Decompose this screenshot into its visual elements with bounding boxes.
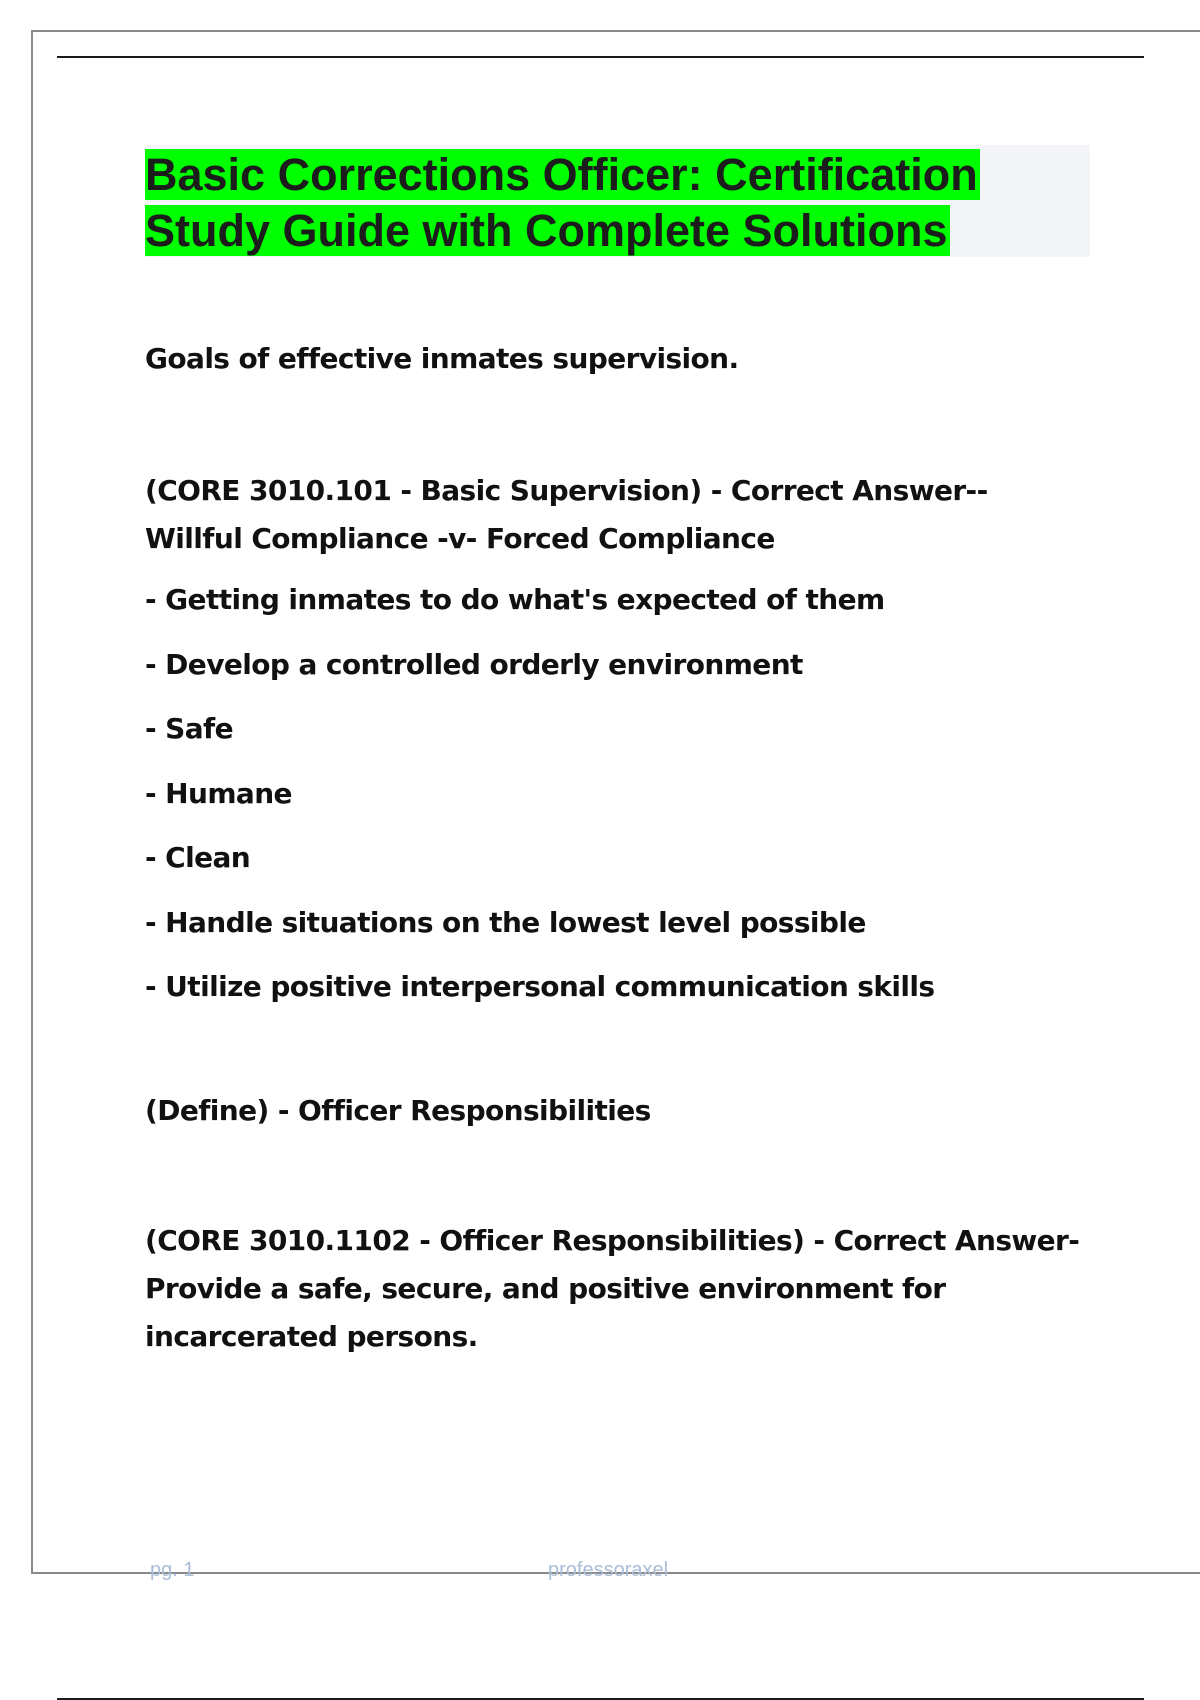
list-item: - Getting inmates to do what's expected of them [145,583,885,616]
list-item: - Utilize positive interpersonal communication skills [145,970,935,1003]
title-line-2: Study Guide with Complete Solutions [145,205,948,256]
footer-page-number: pg. 1 [150,1559,195,1581]
title-line-1: Basic Corrections Officer: Certification [145,149,978,200]
list-item: - Humane [145,776,292,810]
document-title [145,147,1105,259]
list-item: - Safe [145,712,234,745]
list-item: - Develop a controlled orderly environment [145,647,803,681]
footer-author: professoraxel [548,1559,669,1581]
question-1: Goals of effective inmates supervision. [145,342,739,375]
answer-1: (CORE 3010.101 - Basic Supervision) - Correct Answer-- Willful Compliance -v- Forced Compliance [145,474,988,555]
question-2: (Define) - Officer Responsibilities [145,1094,651,1127]
header-rule [57,56,1144,58]
list-item: - Clean [145,841,251,874]
answer-1-bullet-list [145,576,1085,1028]
answer-2: (CORE 3010.1102 - Officer Responsibilities) - Correct Answer- Provide a safe, secure, and positive environment for incarcerated persons. [145,1224,1080,1353]
list-item: - Handle situations on the lowest level possible [145,905,866,939]
